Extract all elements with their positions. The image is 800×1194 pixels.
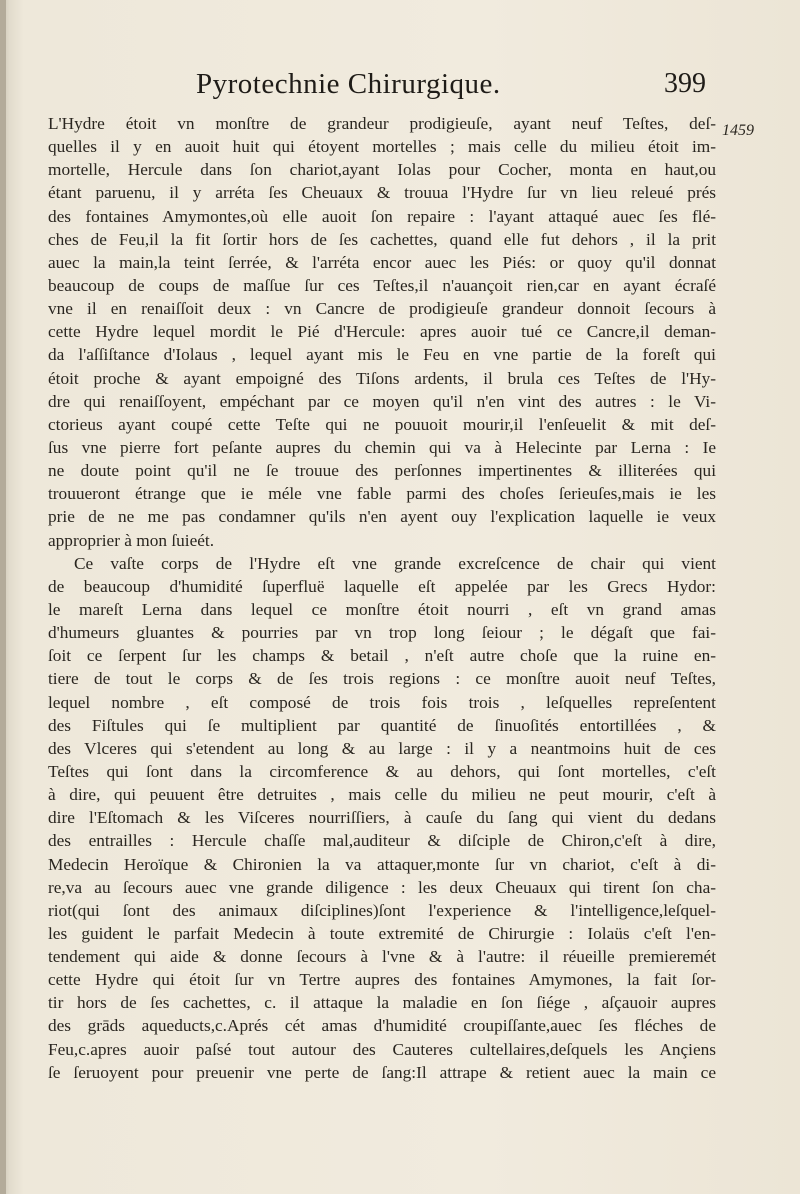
text-line: des Vlceres qui s'etendent au long & au large : il y a neantmoins huit de ces	[48, 738, 716, 758]
text-line: dre qui renaiſſoyent, empéchant par ce moyen qu'il n'en vint des autres : le Vi-	[48, 391, 716, 411]
page-number: 399	[664, 68, 706, 99]
text-line: ſe ſeruoyent pour preuenir vne perte de ſang:Il attrape & retient auec la main ce	[48, 1062, 716, 1082]
text-line: approprier à mon ſuieét.	[48, 530, 215, 550]
text-line: beaucoup de coups de maſſue ſur ces Teſtes,il n'auançoit rien,car en ayant écraſé	[48, 275, 716, 295]
text-line: à dire, qui peuuent être detruites , mais celle du milieu ne peut mourir, c'eſt à	[48, 785, 716, 805]
text-line: mortelle, Hercule dans ſon chariot,ayant Iolas pour Cocher, monta en haut,ou	[48, 160, 716, 180]
text-line: cette Hydre qui étoit ſur vn Tertre aupres des fontaines Amymones, la fait ſor-	[48, 970, 716, 990]
running-title: Pyrotechnie Chirurgique.	[196, 68, 501, 100]
text-line: ches de Feu,il la fit ſortir hors de ſes cachettes, quand elle fut dehors , il la prit	[48, 229, 716, 249]
text-line: d'humeurs gluantes & pourries par vn trop long ſeiour ; le dégaſt que fai-	[48, 623, 716, 643]
text-line: des entrailles : Hercule chaſſe mal,auditeur & diſciple de Chiron,c'eſt à dire,	[48, 831, 716, 851]
text-line: re,va au ſecours auec vne grande diligence : les deux Cheuaux qui tirent ſon cha-	[48, 877, 716, 897]
text-line: le mareſt Lerna dans lequel ce monſtre étoit nourri , eſt vn grand amas	[48, 599, 716, 619]
text-line: da l'aſſiſtance d'Iolaus , lequel ayant mis le Feu en vne partie de la foreſt qui	[48, 345, 716, 365]
text-line: lequel nombre , eſt composé de trois fois trois , leſquelles repreſentent	[48, 692, 716, 712]
margin-note: 1459	[722, 122, 754, 139]
text-line: Medecin Heroïque & Chironien la va attaquer,monte ſur vn chariot, c'eſt à di-	[48, 854, 716, 874]
text-line: ſoit ce ſerpent ſur les champs & betail , n'eſt autre choſe que la ruine en-	[48, 646, 716, 666]
text-line: des fontaines Amymontes,où elle auoit ſon repaire : l'ayant attaqué auec ſes flé-	[48, 206, 716, 226]
text-line: les guident le parfait Medecin à toute extremité de Chirurgie : Iolaüs c'eſt l'en-	[48, 923, 716, 943]
text-line: tiere de tout le corps & de ſes trois regions : ce monſtre auoit neuf Teſtes,	[48, 669, 716, 689]
body-text	[48, 112, 716, 1084]
text-line: tir hors de ſes cachettes, c. il attaque la maladie en ſon ſiége , aſçauoir aupres	[48, 993, 716, 1013]
text-line: étoit proche & ayant empoigné des Tiſons ardents, il brula ces Teſtes de l'Hy-	[48, 368, 716, 388]
text-line: L'Hydre étoit vn monſtre de grandeur prodigieuſe, ayant neuf Teſtes, deſ-	[48, 114, 716, 133]
text-line: des grāds aqueducts,c.Aprés cét amas d'humidité croupiſſante,auec ſes fléches de	[48, 1016, 716, 1036]
text-line: Ce vaſte corps de l'Hydre eſt vne grande excreſcence de chair qui vient	[74, 553, 716, 573]
text-line: vne il en renaiſſoit deux : vn Cancre de prodigieuſe grandeur donnoit ſecours à	[48, 299, 716, 319]
text-line: Teſtes qui ſont dans la circomference & au dehors, qui ſont mortelles, c'eſt	[48, 761, 716, 781]
text-line: des Fiſtules qui ſe multiplient par quantité de ſinuoſités entortillées , &	[48, 715, 716, 735]
text-line: trouueront étrange que ie méle vne fable parmi des choſes ſerieuſes,mais ie les	[48, 484, 716, 504]
text-line: prie de ne me pas condamner qu'ils n'en ayent ouy l'explication laquelle ie veux	[48, 507, 716, 527]
page-header	[0, 62, 800, 110]
text-line: ne doute point qu'il ne ſe trouue des perſonnes impertinentes & illiterées qui	[48, 461, 716, 481]
text-line: cette Hydre lequel mordit le Pié d'Hercule: apres auoir tué ce Cancre,il deman-	[48, 322, 716, 342]
text-line: riot(qui ſont des animaux diſciplines)ſont l'experience & l'intelligence,leſquel-	[48, 900, 716, 920]
text-line: tendement qui aide & donne ſecours à l'vne & à l'autre: il réueille premieremét	[48, 947, 716, 967]
text-line: ſus vne pierre fort peſante aupres du chemin qui va à Helecinte par Lerna : Ie	[48, 437, 716, 457]
text-line: auec la main,la teint ſerrée, & l'arréta encor auec les Piés: or quoy qu'il donnat	[48, 252, 716, 272]
text-line: ctorieus ayant coupé cette Teſte qui ne pouuoit mourir,il l'enſeuelit & mit deſ-	[48, 414, 716, 434]
text-line: étant paruenu, il y arréta ſes Cheuaux & trouua l'Hydre ſur vn lieu releué prés	[48, 183, 716, 203]
text-line: de beaucoup d'humidité ſuperfluë laquelle eſt appelée par les Grecs Hydor:	[48, 576, 716, 596]
text-line: dire l'Eſtomach & les Viſceres nourriſſiers, à cauſe du ſang qui vient du dedans	[48, 808, 716, 828]
text-line: Feu,c.apres auoir paſsé tout autour des Cauteres cultellaires,deſquels les Ançiens	[48, 1039, 716, 1059]
text-line: quelles il y en auoit huit qui étoyent mortelles ; mais celle du milieu étoit im-	[48, 137, 716, 157]
page-gutter	[0, 0, 6, 1194]
